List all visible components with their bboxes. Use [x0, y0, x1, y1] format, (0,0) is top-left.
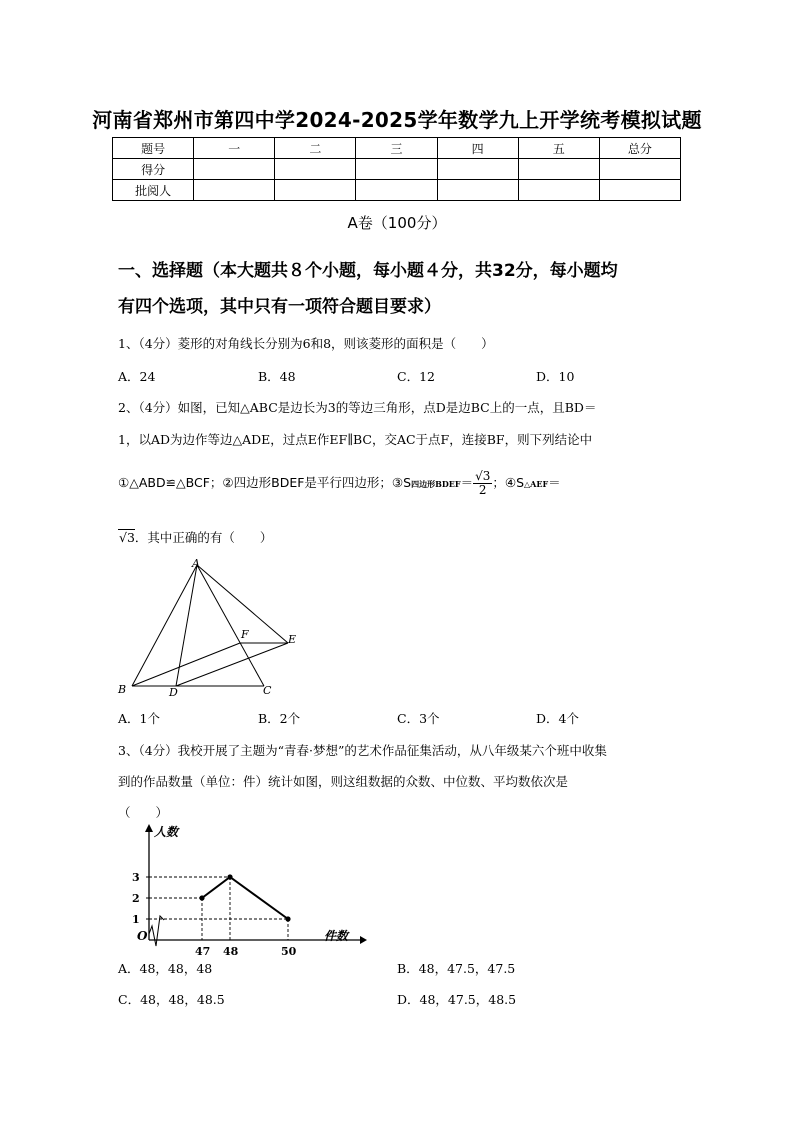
q2-area-subscript: 四边形BDEF [411, 479, 461, 490]
score-table-header-row [113, 138, 681, 159]
q1-option-b: B．48 [258, 369, 296, 384]
score-table [112, 137, 681, 201]
x-tick-label: 47 [195, 945, 211, 958]
label-f: F [241, 628, 249, 641]
x-tick-label: 48 [223, 945, 239, 958]
q2-triangle-subscript: △AEF [524, 479, 549, 490]
edge-ab [132, 565, 197, 686]
series-line [202, 877, 288, 919]
x-axis-label: 件数 [324, 929, 349, 943]
exam-title: 河南省郑州市第四中学2024-2025学年数学九上开学统考模拟试题 [92, 108, 702, 132]
reviewer-cell [194, 180, 275, 201]
score-row-label: 得分 [113, 159, 194, 180]
reviewer-cell [599, 180, 680, 201]
q2-line4 [118, 528, 272, 546]
q3-option-c: C．48，48，48.5 [118, 992, 225, 1007]
header-cell: 五 [518, 138, 599, 159]
reviewer-cell [518, 180, 599, 201]
q1-option-a: A．24 [118, 369, 156, 384]
origin-label: O [137, 929, 148, 943]
header-cell: 题号 [113, 138, 194, 159]
score-row [113, 159, 681, 180]
score-cell [275, 159, 356, 180]
edge-ac [197, 565, 264, 686]
q2-conclusions [118, 470, 561, 497]
score-cell [518, 159, 599, 180]
q2-option-c: C．3个 [397, 711, 440, 726]
x-tick-label: 50 [281, 945, 297, 958]
header-cell: 总分 [599, 138, 680, 159]
label-c: C [263, 684, 272, 697]
q3-option-d: D．48，47.5，48.5 [397, 992, 517, 1007]
q2-fraction-denominator: 2 [478, 483, 487, 498]
edge-ad [176, 565, 197, 686]
reviewer-cell [356, 180, 437, 201]
reviewer-row-label: 批阅人 [113, 180, 194, 201]
q2-line4-rest: ．其中正确的有（ ） [134, 530, 273, 545]
q3-option-b: B．48，47.5，47.5 [397, 961, 516, 976]
header-cell: 三 [356, 138, 437, 159]
y-tick-label: 3 [132, 871, 140, 884]
score-cell [356, 159, 437, 180]
q1-option-d: D．10 [536, 369, 575, 384]
q2-equals: ＝ [460, 475, 474, 491]
label-e: E [288, 633, 297, 646]
chart-marks [132, 871, 297, 958]
q2-stem-line1: 2、（4分）如图，已知△ABC是边长为3的等边三角形，点D是边BC上的一点，且BD＝ [118, 400, 597, 415]
label-b: B [118, 683, 127, 696]
x-axis-arrow-icon [360, 936, 367, 944]
q2-fraction [473, 470, 492, 497]
q2-stem-line2: 1，以AD为边作等边△ADE，过点E作EF∥BC，交AC于点F，连接BF，则下列结论中 [118, 432, 593, 447]
q2-triangle-figure [112, 555, 312, 700]
edge-de [176, 643, 288, 686]
part1-heading-line2: 有四个选项，其中只有一项符合题目要求） [118, 297, 441, 317]
edge-bf [132, 643, 240, 686]
y-tick-label: 1 [132, 913, 140, 926]
section-a-heading: A卷（100分） [347, 214, 447, 232]
part1-heading-line1: 一、选择题（本大题共８个小题，每小题４分，共32分，每小题均 [118, 261, 618, 281]
header-cell: 一 [194, 138, 275, 159]
header-cell: 四 [437, 138, 518, 159]
data-point [227, 874, 232, 879]
y-axis-arrow-icon [145, 824, 153, 832]
q2-option-d: D．4个 [536, 711, 579, 726]
data-point [285, 916, 290, 921]
label-a: A [192, 557, 200, 570]
q1-option-c: C．12 [397, 369, 435, 384]
reviewer-cell [437, 180, 518, 201]
q3-line-chart [110, 822, 370, 958]
q2-fraction-numerator: √3 [475, 469, 491, 483]
header-cell: 二 [275, 138, 356, 159]
reviewer-row [113, 180, 681, 201]
q1-stem: 1、（4分）菱形的对角线长分别为6和8，则该菱形的面积是（ ） [118, 336, 494, 351]
data-point [199, 895, 204, 900]
q2-conclusion-4: ；④S [492, 475, 525, 491]
score-cell [194, 159, 275, 180]
q2-conclusion-1-3: ①△ABD≌△BCF；②四边形BDEF是平行四边形；③S [118, 475, 412, 491]
y-tick-label: 2 [132, 892, 140, 905]
q3-option-a: A．48，48，48 [118, 961, 213, 976]
axis-break-icon [149, 916, 164, 946]
reviewer-cell [275, 180, 356, 201]
score-cell [599, 159, 680, 180]
label-d: D [169, 686, 178, 699]
q3-stem-line1: 3、（4分）我校开展了主题为“青春·梦想”的艺术作品征集活动，从八年级某六个班中收集 [118, 743, 607, 758]
q3-stem-line3: （ ） [118, 805, 169, 820]
q2-equals-2: ＝ [548, 475, 561, 491]
q2-sqrt3: √3 [119, 530, 135, 545]
q2-option-a: A．1个 [118, 711, 160, 726]
q2-option-b: B．2个 [258, 711, 301, 726]
q3-stem-line2: 到的作品数量（单位：件）统计如图，则这组数据的众数、中位数、平均数依次是 [118, 774, 569, 789]
score-cell [437, 159, 518, 180]
y-axis-label: 人数 [154, 825, 179, 839]
